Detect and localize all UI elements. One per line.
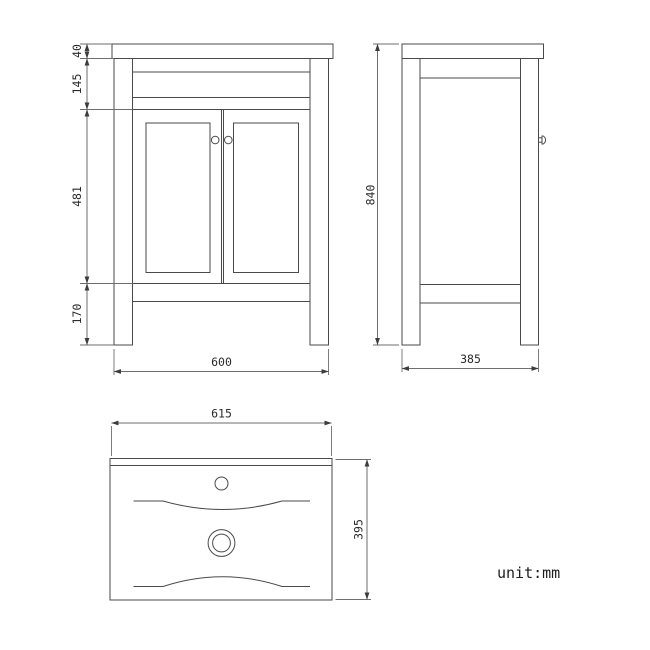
dim-label-cabinet-depth: 385 [460, 352, 481, 366]
front-view [70, 44, 333, 375]
dim-label-total-height: 840 [363, 184, 378, 206]
front-door-right-knob [225, 136, 233, 144]
dim-label-leg-height: 170 [70, 303, 84, 325]
front-right-leg [310, 59, 329, 346]
basin-bowl-front-curve [134, 501, 311, 510]
dim-label-apron-height: 145 [70, 73, 84, 95]
side-knob-profile [539, 136, 546, 144]
front-apron-panel [133, 59, 311, 110]
front-door-right-panel [234, 123, 299, 273]
knob-cap [542, 136, 546, 144]
basin-bowl-rear-curve [134, 577, 311, 587]
side-back-leg [402, 59, 420, 346]
basin-width-dimension [112, 407, 332, 457]
front-bottom-rail [133, 284, 311, 302]
front-countertop [112, 44, 333, 59]
dim-label-basin-depth: 395 [351, 519, 366, 540]
dim-label-cabinet-width: 600 [211, 355, 232, 369]
side-view [364, 44, 546, 372]
side-countertop [402, 44, 544, 59]
side-bottom-rail [420, 285, 521, 304]
tap-hole [215, 477, 228, 490]
front-door-left-knob [211, 136, 219, 144]
dim-label-basin-width: 615 [211, 406, 232, 421]
dim-label-top-thickness: 40 [70, 44, 84, 58]
front-height-dimension-chain [70, 44, 133, 345]
basin-plan-view [110, 407, 371, 601]
side-depth-dimension [402, 349, 539, 372]
side-front-leg [521, 59, 539, 346]
front-left-leg [114, 59, 133, 346]
side-height-dimension [364, 44, 400, 345]
dim-label-door-height: 481 [70, 186, 84, 207]
front-door-right [224, 110, 311, 284]
front-width-dimension [114, 349, 329, 375]
drain-inner-ring [213, 534, 231, 552]
front-door-left-panel [146, 123, 210, 273]
unit-label: unit:mm [497, 564, 561, 582]
basin-depth-dimension [336, 460, 372, 600]
